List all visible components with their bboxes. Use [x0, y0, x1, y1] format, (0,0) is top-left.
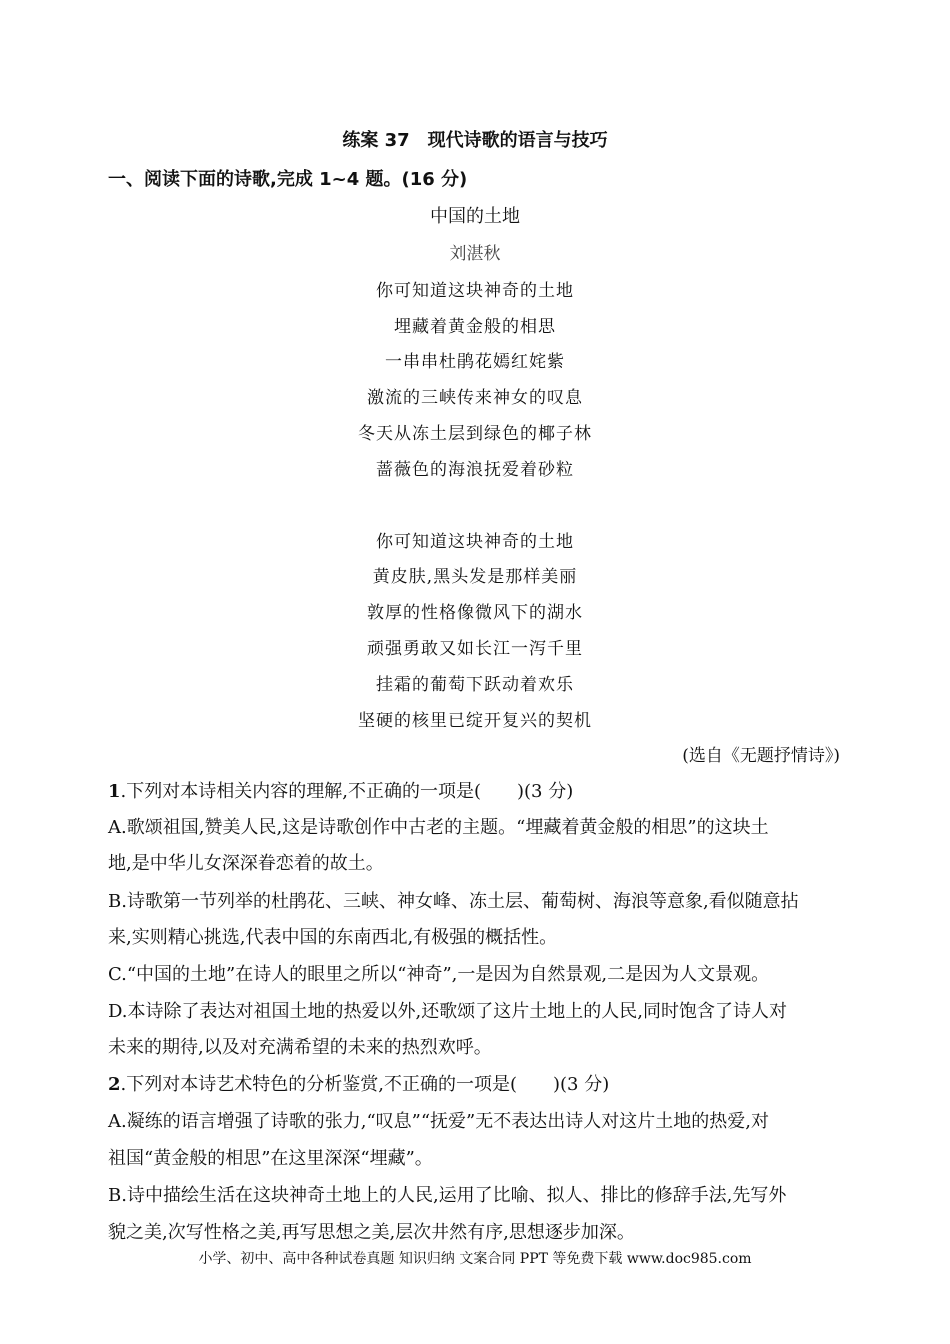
question-number: 2	[108, 1074, 121, 1095]
poem-line: 埋藏着黄金般的相思	[394, 317, 556, 337]
footer: 小学、初中、高中各种试卷真题 知识归纳 文案合同 PPT 等免费下载 www.doc985.com	[198, 1251, 752, 1267]
question-stem	[108, 777, 573, 803]
option-line: D.本诗除了表达对祖国土地的热爱以外,还歌颂了这片土地上的人民,同时饱含了诗人对	[108, 1001, 787, 1022]
question-score: )(3 分)	[553, 1074, 610, 1095]
poem-line: 蔷薇色的海浪抚爱着砂粒	[376, 460, 574, 480]
option-line: 来,实则精心挑选,代表中国的东南西北,有极强的概括性。	[108, 927, 558, 948]
question-score: )(3 分)	[517, 781, 574, 802]
question-stem-text: .下列对本诗相关内容的理解,不正确的一项是(	[120, 781, 481, 802]
section-heading: 一、阅读下面的诗歌,完成 1~4 题。(16 分)	[108, 169, 468, 190]
poem-line: 你可知道这块神奇的土地	[376, 281, 574, 301]
question-stem-text: .下列对本诗艺术特色的分析鉴赏,不正确的一项是(	[120, 1074, 517, 1095]
poem-line: 黄皮肤,黑头发是那样美丽	[372, 567, 578, 587]
poem-line: 坚硬的核里已绽开复兴的契机	[358, 711, 592, 731]
option-line: 地,是中华儿女深深眷恋着的故土。	[108, 853, 384, 874]
poem-line: 激流的三峡传来神女的叹息	[367, 388, 583, 408]
option-line: 未来的期待,以及对充满希望的未来的热烈欢呼。	[108, 1037, 492, 1058]
poem-line: 冬天从冻土层到绿色的椰子林	[358, 424, 592, 444]
option-line: A.凝练的语言增强了诗歌的张力,“叹息”“抚爱”无不表达出诗人对这片土地的热爱,对	[108, 1111, 769, 1132]
poem-title: 中国的土地	[430, 206, 520, 227]
page-title: 练案 37 现代诗歌的语言与技巧	[342, 130, 608, 151]
option-line: C.“中国的土地”在诗人的眼里之所以“神奇”,一是因为自然景观,二是因为人文景观。	[108, 964, 770, 985]
option-line: 祖国“黄金般的相思”在这里深深“埋藏”。	[108, 1148, 433, 1169]
poem-line: 一串串杜鹃花嫣红姹紫	[385, 352, 565, 372]
question-stem	[108, 1070, 609, 1096]
poem-line: 挂霜的葡萄下跃动着欢乐	[376, 675, 574, 695]
option-line: B.诗歌第一节列举的杜鹃花、三峡、神女峰、冻土层、葡萄树、海浪等意象,看似随意拈	[108, 891, 799, 912]
poem-author: 刘湛秋	[449, 244, 501, 264]
poem-line: 顽强勇敢又如长江一泻千里	[367, 639, 583, 659]
option-line: 貌之美,次写性格之美,再写思想之美,层次井然有序,思想逐步加深。	[108, 1222, 635, 1243]
poem-source: (选自《无题抒情诗》)	[682, 746, 840, 766]
question-number: 1	[108, 781, 121, 802]
poem-line: 你可知道这块神奇的土地	[376, 532, 574, 552]
option-line: B.诗中描绘生活在这块神奇土地上的人民,运用了比喻、拟人、排比的修辞手法,先写外	[108, 1185, 787, 1206]
poem-line: 敦厚的性格像微风下的湖水	[367, 603, 583, 623]
option-line: A.歌颂祖国,赞美人民,这是诗歌创作中古老的主题。“埋藏着黄金般的相思”的这块土	[108, 817, 769, 838]
